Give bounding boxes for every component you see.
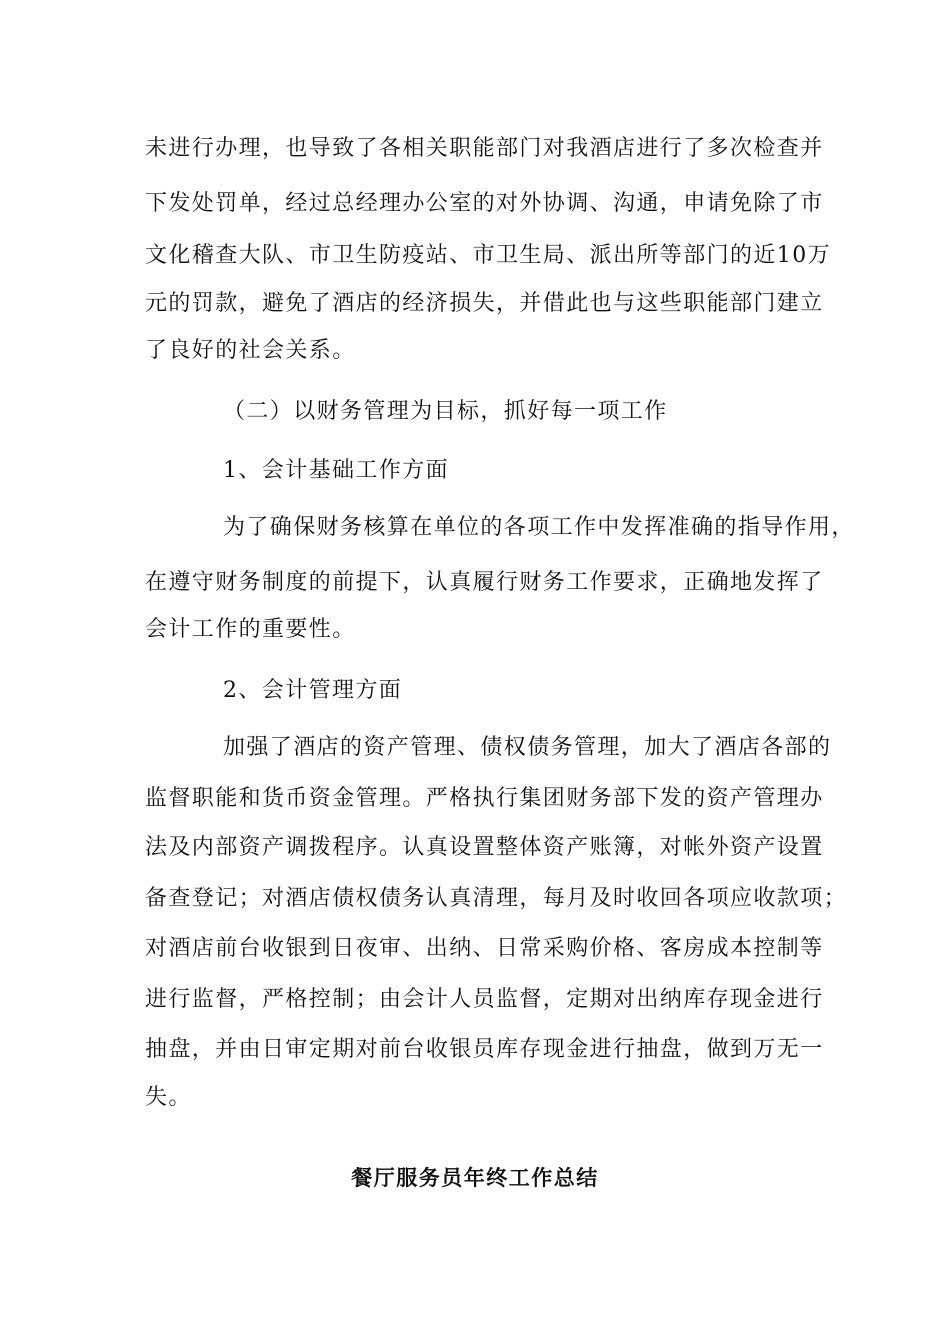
paragraph-line: 为了确保财务核算在单位的各项工作中发挥准确的指导作用， <box>223 515 855 540</box>
paragraph-line: 法及内部资产调拨程序。认真设置整体资产账簿，对帐外资产设置 <box>145 835 824 860</box>
paragraph-line: 对酒店前台收银到日夜审、出纳、日常采购价格、客房成本控制等 <box>145 936 824 961</box>
paragraph-line: 备查登记；对酒店债权债务认真清理，每月及时收回各项应收款项； <box>145 886 848 911</box>
paragraph-line: 了良好的社会关系。 <box>145 338 356 363</box>
subsection-heading: 1、会计基础工作方面 <box>223 458 449 483</box>
section-heading: （二）以财务管理为目标，抓好每一项工作 <box>223 399 668 424</box>
paragraph-line: 未进行办理，也导致了各相关职能部门对我酒店进行了多次检查并 <box>145 136 824 161</box>
paragraph-line: 在遵守财务制度的前提下，认真履行财务工作要求，正确地发挥了 <box>145 570 824 595</box>
subsection-heading: 2、会计管理方面 <box>223 678 403 703</box>
paragraph-line: 下发处罚单，经过总经理办公室的对外协调、沟通，申请免除了市 <box>145 191 824 216</box>
paragraph-line: 进行监督，严格控制；由会计人员监督，定期对出纳库存现金进行 <box>145 987 824 1012</box>
paragraph-line: 抽盘，并由日审定期对前台收银员库存现金进行抽盘，做到万无一 <box>145 1037 824 1062</box>
paragraph-line: 加强了酒店的资产管理、债权债务管理，加大了酒店各部的 <box>223 735 832 760</box>
paragraph-line: 文化稽查大队、市卫生防疫站、市卫生局、派出所等部门的近10万 <box>145 243 831 268</box>
paragraph-line: 失。 <box>145 1085 192 1110</box>
document-title: 餐厅服务员年终工作总结 <box>351 1165 599 1190</box>
paragraph-line: 监督职能和货币资金管理。严格执行集团财务部下发的资产管理办 <box>145 786 824 811</box>
paragraph-line: 会计工作的重要性。 <box>145 617 356 642</box>
paragraph-line: 元的罚款，避免了酒店的经济损失，并借此也与这些职能部门建立 <box>145 291 824 316</box>
